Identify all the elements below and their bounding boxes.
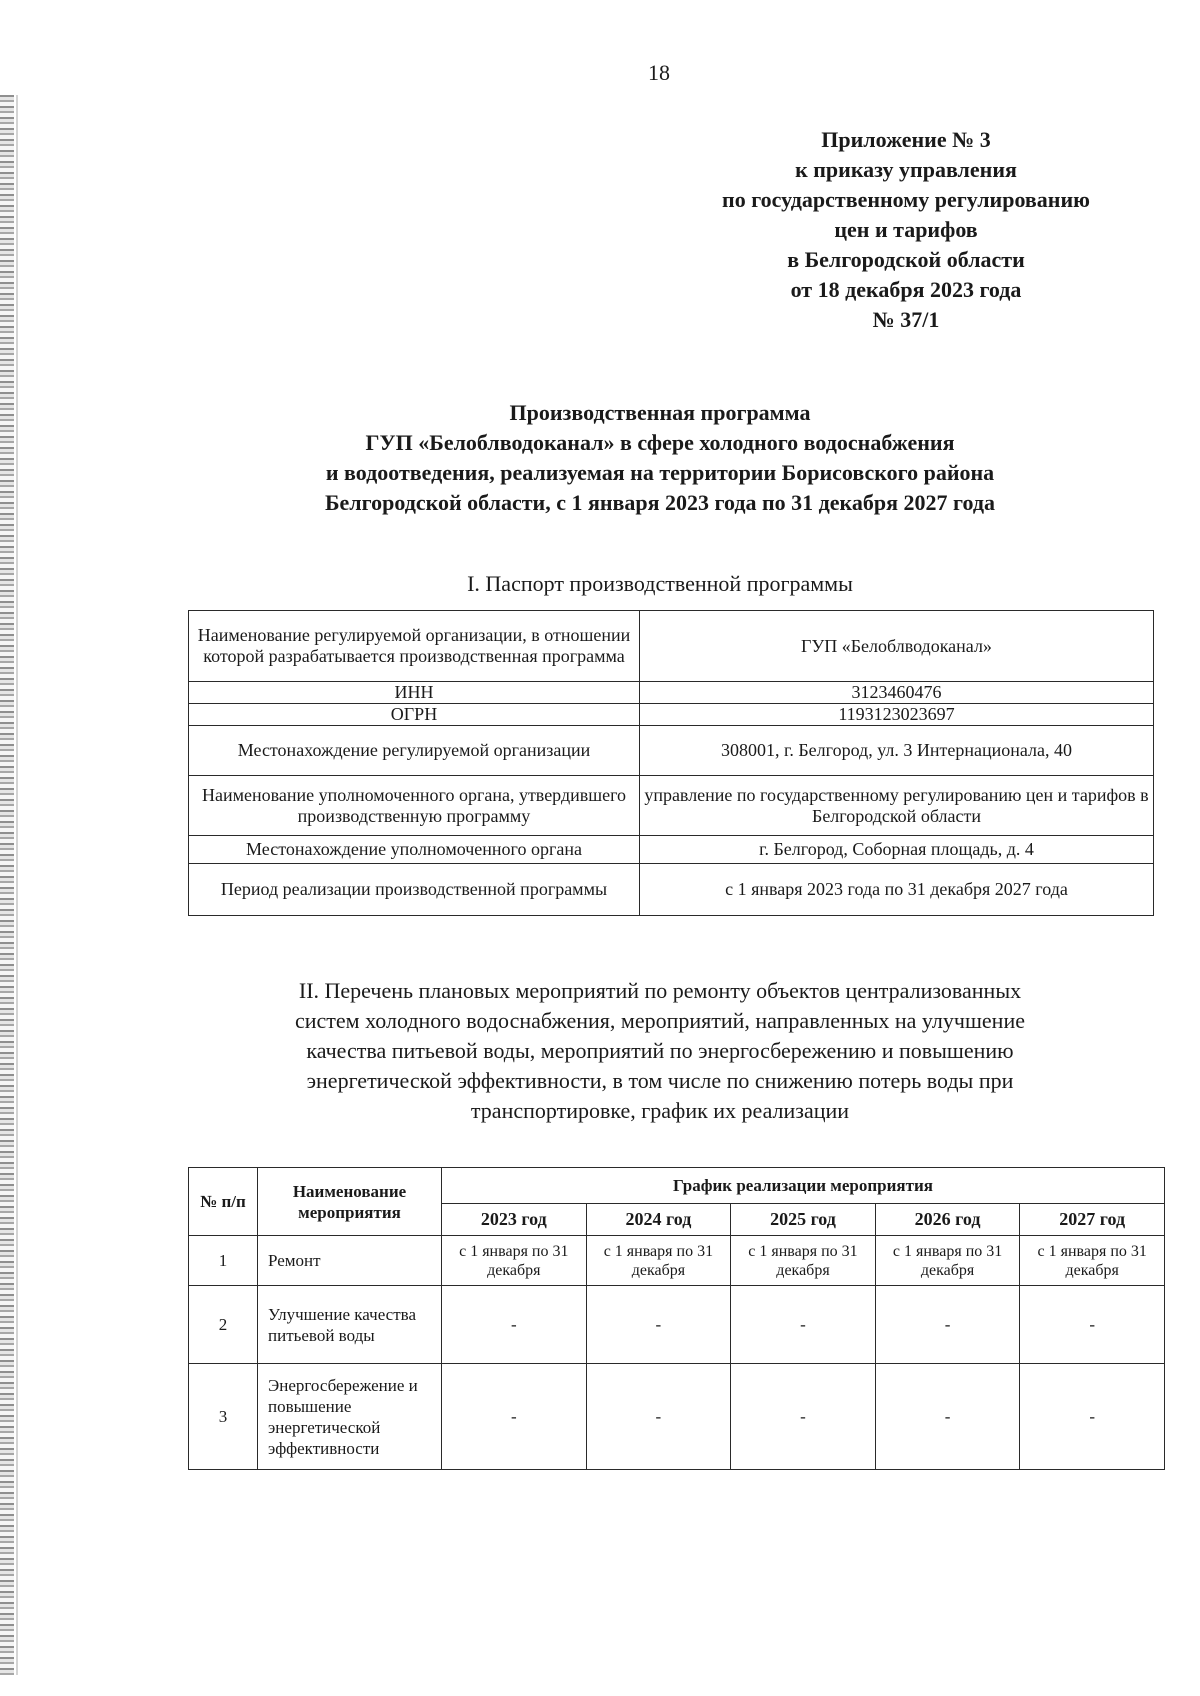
page-number: 18 (648, 60, 670, 85)
table-row (189, 1364, 1165, 1470)
passport-value: ГУП «Белоблводоканал» (640, 611, 1154, 682)
program-title (180, 398, 1140, 518)
table-row (189, 704, 1154, 726)
schedule-cell: - (875, 1364, 1020, 1470)
table-row (189, 726, 1154, 776)
schedule-cell: - (586, 1286, 731, 1364)
schedule-cell: с 1 января по 31 декабря (442, 1236, 587, 1286)
schedule-cell: - (1020, 1286, 1165, 1364)
section2-heading-line: II. Перечень плановых мероприятий по ремонту объектов централизованных (298, 978, 1022, 1003)
passport-value: 1193123023697 (640, 704, 1154, 726)
col-year-header: 2026 год (875, 1204, 1020, 1236)
schedule-cell: с 1 января по 31 декабря (731, 1236, 876, 1286)
table-row (189, 776, 1154, 836)
appendix-line: Приложение № 3 (821, 127, 991, 152)
col-num-header: № п/п (189, 1168, 258, 1236)
appendix-line: от 18 декабря 2023 года (790, 277, 1022, 302)
schedule-cell: - (586, 1364, 731, 1470)
col-year-header: 2024 год (586, 1204, 731, 1236)
col-year-header: 2023 год (442, 1204, 587, 1236)
appendix-line: в Белгородской области (787, 247, 1025, 272)
col-name-header: Наименование мероприятия (258, 1168, 442, 1236)
section1-heading-text: I. Паспорт производственной программы (467, 571, 853, 596)
program-title-line: и водоотведения, реализуемая на территории Борисовского района (325, 460, 995, 485)
table-row (189, 682, 1154, 704)
table-row (189, 864, 1154, 916)
col-year-header: 2025 год (731, 1204, 876, 1236)
plan-table (188, 1167, 1165, 1470)
section2-heading (180, 976, 1140, 1126)
schedule-cell: с 1 января по 31 декабря (1020, 1236, 1165, 1286)
section1-heading (180, 569, 1140, 599)
passport-value: 3123460476 (640, 682, 1154, 704)
table-row (189, 1286, 1165, 1364)
passport-label: ИНН (189, 682, 640, 704)
schedule-cell: - (442, 1364, 587, 1470)
section2-heading-line: энергетической эффективности, в том числе по снижению потерь воды при (306, 1068, 1014, 1093)
section2-heading-line: качества питьевой воды, мероприятий по энергосбережению и повышению (306, 1038, 1014, 1063)
row-num: 2 (189, 1286, 258, 1364)
passport-label: ОГРН (189, 704, 640, 726)
passport-value: с 1 января 2023 года по 31 декабря 2027 года (640, 864, 1154, 916)
schedule-cell: - (731, 1286, 876, 1364)
section2-heading-line: транспортировке, график их реализации (470, 1098, 850, 1123)
passport-table (188, 610, 1154, 916)
schedule-cell: с 1 января по 31 декабря (586, 1236, 731, 1286)
section2-heading-line: систем холодного водоснабжения, мероприятий, направленных на улучшение (295, 1008, 1025, 1033)
appendix-line: № 37/1 (872, 307, 940, 332)
row-name: Энергосбережение и повышение энергетической эффективности (258, 1364, 442, 1470)
program-title-line: Производственная программа (509, 400, 811, 425)
table-row (189, 611, 1154, 682)
passport-label: Период реализации производственной программы (189, 864, 640, 916)
appendix-block (676, 125, 1136, 335)
program-title-line: ГУП «Белоблводоканал» в сфере холодного водоснабжения (365, 430, 955, 455)
schedule-cell: с 1 января по 31 декабря (875, 1236, 1020, 1286)
appendix-line: по государственному регулированию (722, 187, 1090, 212)
passport-label: Наименование регулируемой организации, в отношении которой разрабатывается производственная программа (189, 611, 640, 682)
scan-edge-artifact (0, 95, 14, 1675)
passport-value: 308001, г. Белгород, ул. 3 Интернационала, 40 (640, 726, 1154, 776)
table-row (189, 1236, 1165, 1286)
row-num: 1 (189, 1236, 258, 1286)
passport-label: Местонахождение уполномоченного органа (189, 836, 640, 864)
row-num: 3 (189, 1364, 258, 1470)
passport-value: управление по государственному регулированию цен и тарифов в Белгородской области (640, 776, 1154, 836)
schedule-cell: - (875, 1286, 1020, 1364)
program-title-line: Белгородской области, с 1 января 2023 года по 31 декабря 2027 года (325, 490, 995, 515)
schedule-cell: - (1020, 1364, 1165, 1470)
col-schedule-header: График реализации мероприятия (442, 1168, 1165, 1204)
col-year-header: 2027 год (1020, 1204, 1165, 1236)
schedule-cell: - (442, 1286, 587, 1364)
scan-edge-line (16, 95, 18, 1675)
row-name: Ремонт (258, 1236, 442, 1286)
passport-label: Местонахождение регулируемой организации (189, 726, 640, 776)
row-name: Улучшение качества питьевой воды (258, 1286, 442, 1364)
table-row (189, 836, 1154, 864)
appendix-line: к приказу управления (795, 157, 1017, 182)
table-header-row (189, 1168, 1165, 1204)
passport-label: Наименование уполномоченного органа, утвердившего производственную программу (189, 776, 640, 836)
passport-value: г. Белгород, Соборная площадь, д. 4 (640, 836, 1154, 864)
schedule-cell: - (731, 1364, 876, 1470)
appendix-line: цен и тарифов (834, 217, 978, 242)
